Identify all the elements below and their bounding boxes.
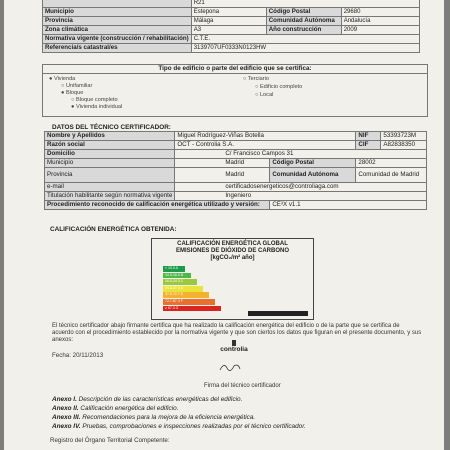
building-type-box — [42, 64, 428, 117]
energy-rating-box: CALIFICACIÓN ENERGÉTICA GLOBAL EMISIONES DE DIÓXIDO DE CARBONO [kgCO₂/m² año] < 10.0 A 10.0-16.0 B 16.0-24.3 C 24.3-37.0 D 37.0-72.7 E 72.7-87.3 F ≥ 87.3 G — [151, 238, 314, 320]
building-type-header: Tipo de edificio o parte del edificio que se certifica: — [43, 65, 427, 74]
rating-bar-3: 24.3-37.0 D — [163, 286, 203, 292]
rating-bar-2: 16.0-24.3 C — [163, 279, 197, 285]
rating-result-arrow — [248, 311, 308, 316]
controlia-logo: controlia — [214, 340, 254, 353]
anexo-1: Anexo I. Descripción de las características energéticas del edificio. — [52, 396, 243, 403]
radio-terciario: ○ Terciario — [243, 76, 269, 82]
referencia-value: 3139707UF0333N0123HW — [191, 44, 419, 53]
rating-bar-5: 72.7-87.3 F — [163, 299, 215, 305]
radio-unifamiliar: ○ Unifamiliar — [61, 83, 93, 89]
registro: Registro del Órgano Territorial Competente: — [50, 437, 170, 444]
calificacion-title: CALIFICACIÓN ENERGÉTICA OBTENIDA: — [50, 226, 177, 233]
radio-local: ○ Local — [255, 92, 274, 98]
rating-scale — [163, 266, 225, 316]
building-top-partial: R21 — [191, 0, 419, 8]
fecha: Fecha: 20/11/2013 — [52, 352, 104, 359]
normativa-value: C.T.E. — [191, 35, 419, 44]
tecnico-title: DATOS DEL TÉCNICO CERTIFICADOR: — [52, 124, 171, 131]
technician-table: Nombre y Apellidos Miguel Rodríguez-Viñas Botella NIF 53393723M Razón social OCT - Controlia S.A. CIF A82838350 Domicilio C/ Francisco Campos 31 Municipio Madrid Código Postal 28002 Provincia Madrid Comunidad Autónoma Comunidad de Madrid e-mail certificadosenergeticos@controliaga.com Titulación habilitante según normativa vigente Ingeniero Procedimiento reconocido de calificación energética utilizado y versión: CE³X v1.1 — [44, 131, 427, 210]
certification-text: El técnico certificador abajo firmante certifica que ha realizado la calificación energética del edificio o de la parte que se certifica de acuerdo con el procedimiento establecido por la normativa vigente y que son ciertos los datos que figuran en el presente documento, y sus anexos: — [52, 323, 422, 344]
anexo-3: Anexo III. Recomendaciones para la mejora de la eficiencia energética. — [52, 414, 256, 421]
radio-edificio-completo: ○ Edificio completo — [255, 84, 303, 90]
anexo-4: Anexo IV. Pruebas, comprobaciones e inspecciones realizadas por el técnico certificador. — [52, 423, 306, 430]
rating-bar-0: < 10.0 A — [163, 266, 185, 272]
rating-bar-6: ≥ 87.3 G — [163, 306, 221, 312]
anexo-2: Anexo II. Calificación energética del edificio. — [52, 405, 179, 412]
radio-bloque: ● Bloque — [61, 90, 84, 96]
building-data-table: R21 Municipio Estepona Código Postal 29680 Provincia Málaga Comunidad Autónoma Andalucía Zona climática A3 Año construcción 2009 Normativa vigente (construcción / rehabilitación) C.T.E. Referencia/s catastral/es 3139707UF0333N0123HW — [42, 0, 420, 53]
signature — [218, 360, 242, 374]
referencia-label: Referencia/s catastral/es — [43, 44, 192, 53]
rating-bar-1: 10.0-16.0 B — [163, 273, 191, 279]
rating-bar-4: 37.0-72.7 E — [163, 292, 209, 298]
firma-label: Firma del técnico certificador — [204, 383, 281, 389]
radio-vivienda-individual: ● Vivienda individual — [71, 104, 123, 110]
radio-bloque-completo: ○ Bloque completo — [71, 97, 118, 103]
normativa-label: Normativa vigente (construcción / rehabilitación) — [43, 35, 192, 44]
radio-vivienda: ● Vivienda — [49, 76, 76, 82]
certificate-page — [4, 0, 444, 450]
